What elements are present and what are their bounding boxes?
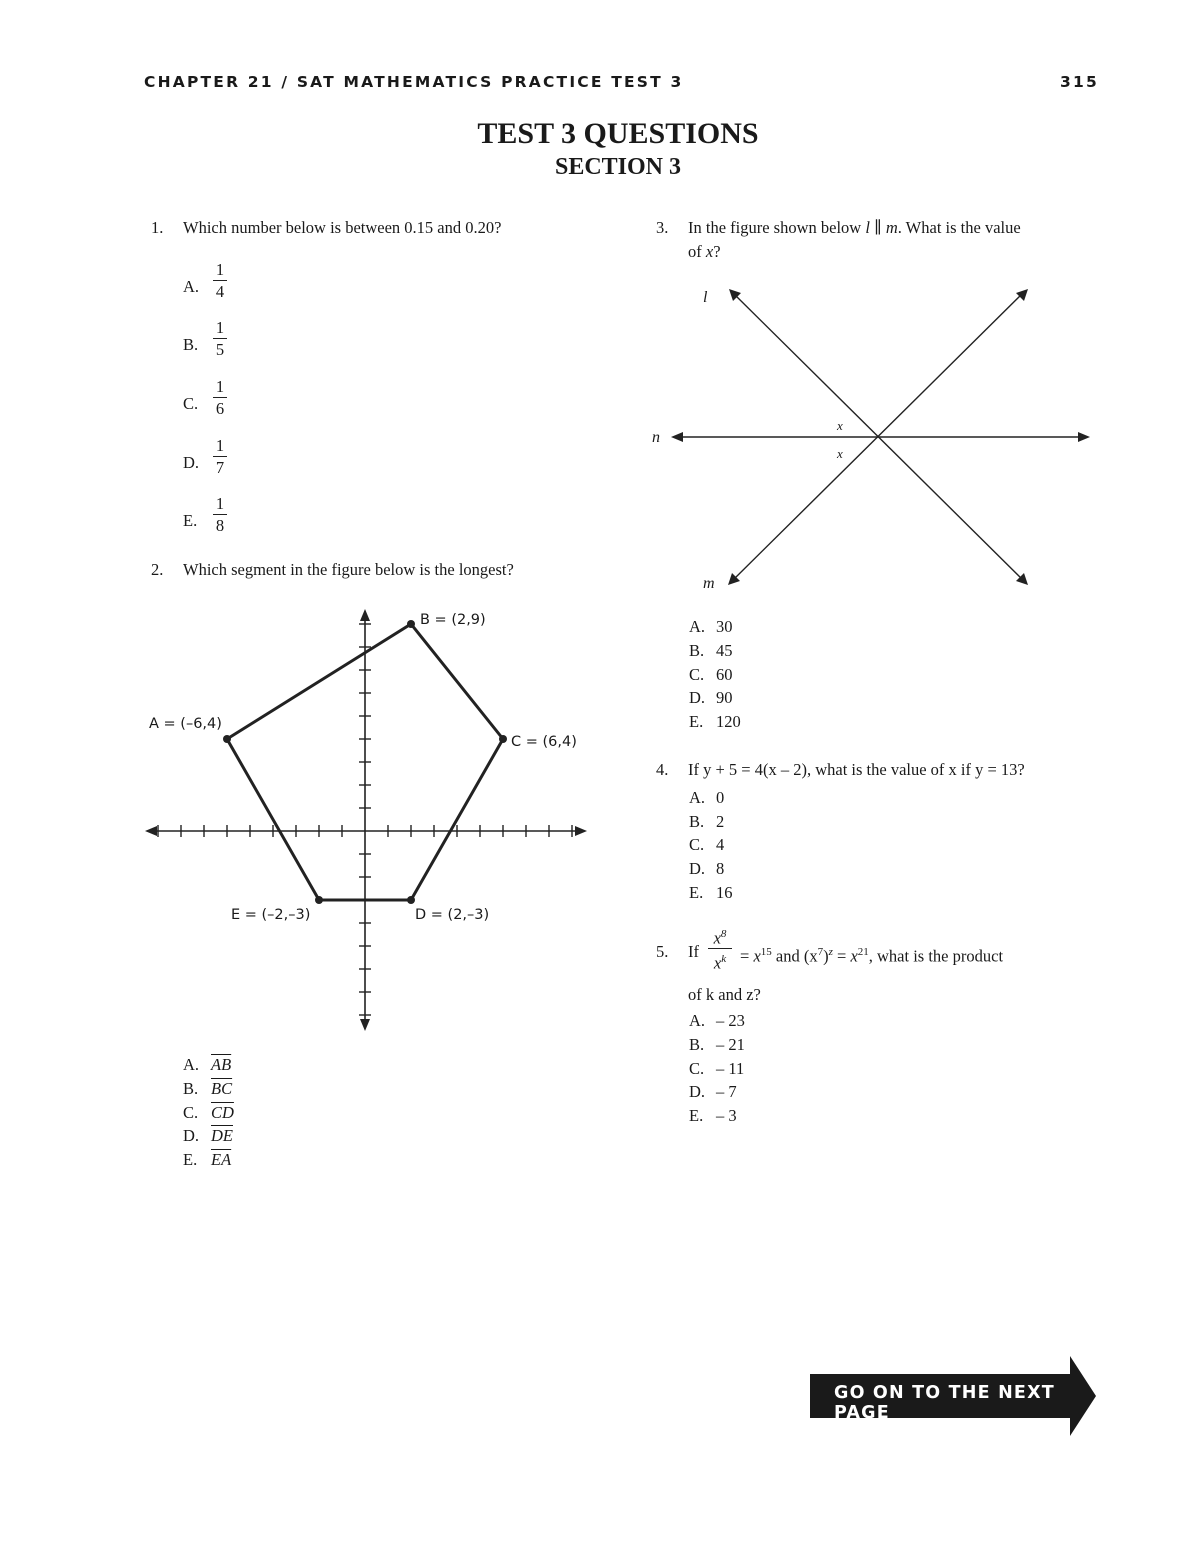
segment-label: $\overline{AB}$ xyxy=(211,1055,232,1074)
option-value: 60 xyxy=(716,665,733,684)
option-letter: B. xyxy=(689,812,705,831)
vertex-e-label: E = (–2,–3) xyxy=(231,907,311,923)
option-value: 0 xyxy=(716,788,725,807)
option-letter: B. xyxy=(183,335,199,354)
option-letter: E. xyxy=(183,511,198,530)
option-letter: C. xyxy=(689,665,705,684)
vertex-a-label: A = (–6,4) xyxy=(149,716,222,732)
chapter-title: CHAPTER 21 / SAT MATHEMATICS PRACTICE TEST 3 xyxy=(144,73,684,91)
vertex-b-label: B = (2,9) xyxy=(420,612,486,628)
option-letter: C. xyxy=(689,1059,705,1078)
fraction: 1 6 xyxy=(212,377,228,420)
option-letter: D. xyxy=(689,1082,706,1101)
question-number: 4. xyxy=(656,760,669,779)
test-title: TEST 3 QUESTIONS xyxy=(477,117,759,150)
question-text: Which segment in the figure below is the longest? xyxy=(183,560,514,579)
segment-label: $\overline{BC}$ xyxy=(211,1079,233,1098)
option-value: – 23 xyxy=(716,1011,745,1030)
option-letter: D. xyxy=(183,453,200,472)
option-value: 120 xyxy=(716,712,741,731)
option-letter: D. xyxy=(689,859,706,878)
fraction: 1 4 xyxy=(212,260,228,303)
question-text: If y + 5 = 4(x – 2), what is the value of x if y = 13? xyxy=(688,760,1025,779)
option-letter: E. xyxy=(689,712,704,731)
page-number: 315 xyxy=(1060,73,1099,91)
exponent-fraction: $x^8$ $x^k$ xyxy=(707,925,733,973)
next-page-label: GO ON TO THE NEXT PAGE xyxy=(834,1383,1055,1423)
option-value: 2 xyxy=(716,812,725,831)
next-page-arrow[interactable] xyxy=(810,1356,1096,1436)
option-value: – 7 xyxy=(716,1082,737,1101)
figure-lines xyxy=(674,291,1087,582)
question-text-line-1: In the figure shown below l ∥ m. What is the value xyxy=(688,218,1021,237)
option-letter: D. xyxy=(689,688,706,707)
segment-label: $\overline{DE}$ xyxy=(211,1126,233,1145)
option-value: 16 xyxy=(716,883,733,902)
segment-label: $\overline{EA}$ xyxy=(211,1150,232,1169)
option-letter: A. xyxy=(689,788,706,807)
fraction: 1 7 xyxy=(212,436,228,479)
question-equation: = $x^{15}$ and $(x^7)^z = x^{21}$, what is the product xyxy=(740,946,1004,966)
option-letter: B. xyxy=(183,1079,199,1098)
angle-x-bottom-label: x xyxy=(837,446,843,461)
option-letter: E. xyxy=(689,1106,704,1125)
section-title: SECTION 3 xyxy=(554,154,682,180)
option-value: 4 xyxy=(716,835,725,854)
vertex-d-label: D = (2,–3) xyxy=(415,907,490,923)
question-number: 5. xyxy=(656,942,669,961)
option-letter: C. xyxy=(689,835,705,854)
option-letter: A. xyxy=(689,1011,706,1030)
line-m-label: m xyxy=(703,575,715,592)
question-text-line-2: of x? xyxy=(688,242,721,261)
option-letter: E. xyxy=(183,1150,198,1169)
option-value: – 3 xyxy=(716,1106,737,1125)
angle-x-top-label: x xyxy=(837,418,843,433)
question-text: Which number below is between 0.15 and 0.20? xyxy=(183,218,502,237)
question-number: 2. xyxy=(151,560,164,579)
option-letter: B. xyxy=(689,641,705,660)
question-number: 3. xyxy=(656,218,669,237)
fraction: 1 5 xyxy=(212,318,228,361)
option-letter: B. xyxy=(689,1035,705,1054)
fraction: 1 8 xyxy=(212,494,228,537)
option-value: 8 xyxy=(716,859,725,878)
option-letter: C. xyxy=(183,394,199,413)
option-value: – 21 xyxy=(716,1035,745,1054)
option-letter: C. xyxy=(183,1103,199,1122)
option-letter: A. xyxy=(689,617,706,636)
option-letter: A. xyxy=(183,277,200,296)
question-text-line-2: of k and z? xyxy=(688,985,761,1004)
vertex-c-label: C = (6,4) xyxy=(511,734,577,750)
option-value: 45 xyxy=(716,641,733,660)
line-n-label: n xyxy=(652,429,660,446)
option-letter: D. xyxy=(183,1126,200,1145)
option-value: 90 xyxy=(716,688,733,707)
segment-label: $\overline{CD}$ xyxy=(211,1103,234,1122)
line-l-label: l xyxy=(703,289,708,306)
question-number: 1. xyxy=(151,218,164,237)
option-value: – 11 xyxy=(716,1059,745,1078)
option-letter: E. xyxy=(689,883,704,902)
option-letter: A. xyxy=(183,1055,200,1074)
question-text-if: If xyxy=(688,942,699,961)
option-value: 30 xyxy=(716,617,733,636)
